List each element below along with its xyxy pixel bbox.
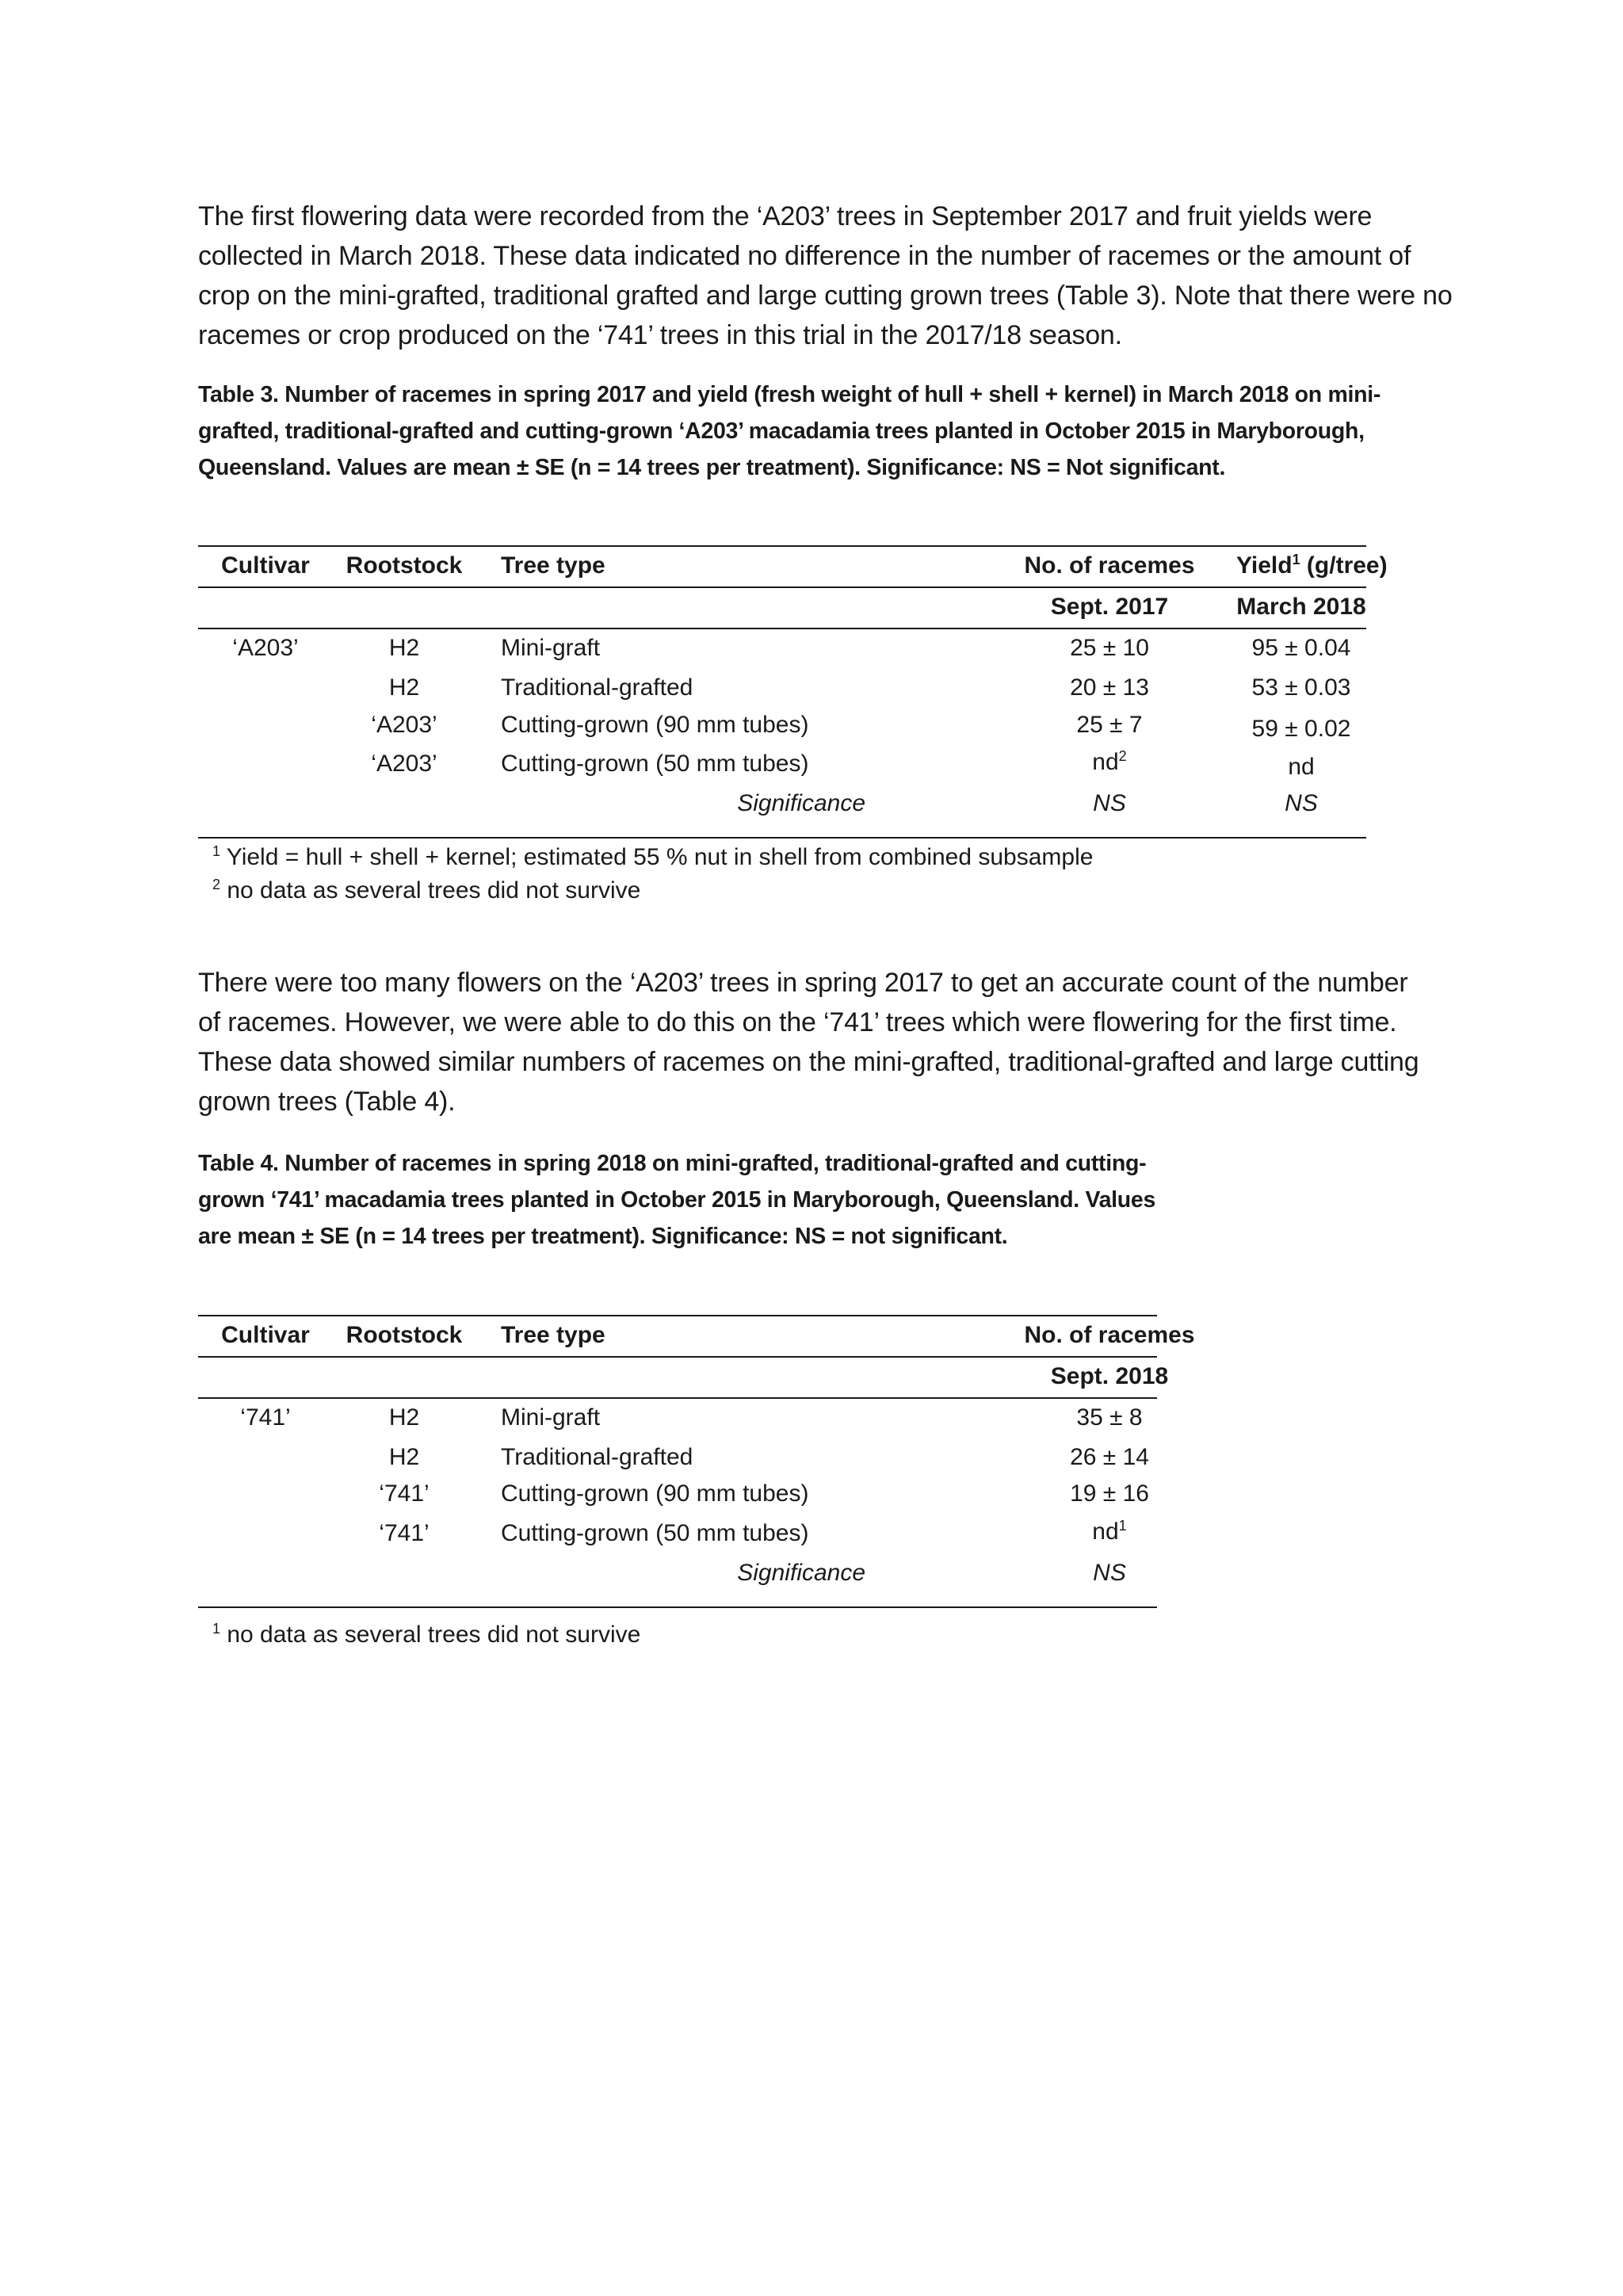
table-4-caption: Table 4. Number of racemes in spring 2018 on mini-grafted, traditional-grafted and cutting-grown ‘741’ macadamia trees planted in October 2015 in Maryborough, Queensland. Values are mean ± SE (n = 14 trees per treatment). Significance: NS = not significant.	[198, 1151, 1156, 1249]
table-3-top-rule	[198, 545, 1366, 547]
table-4-header-rule	[198, 1356, 1157, 1358]
table-cell-yield: 95 ± 0.04	[1251, 635, 1351, 661]
table-cell-yield: 53 ± 0.03	[1251, 674, 1351, 701]
table-4-header-rootstock: Rootstock	[346, 1322, 463, 1348]
table-cell-tree-type: Traditional-grafted	[501, 674, 693, 701]
table-cell-significance-racemes: NS	[1093, 1560, 1126, 1586]
table-cell-tree-type: Mini-graft	[501, 635, 601, 661]
table-cell-racemes: 25 ± 7	[1076, 712, 1143, 738]
table-cell-rootstock: ‘A203’	[371, 712, 437, 738]
table-3-header-tree-type: Tree type	[501, 552, 605, 579]
table-cell-tree-type: Cutting-grown (50 mm tubes)	[501, 1520, 809, 1546]
table-cell-rootstock: ‘A203’	[371, 751, 437, 777]
table-cell-yield: nd	[1288, 754, 1315, 780]
table-cell-significance-yield: NS	[1285, 790, 1318, 816]
table-4-subheader-racemes: Sept. 2018	[1050, 1363, 1169, 1389]
table-cell-racemes: 19 ± 16	[1070, 1480, 1149, 1507]
table-3-bottom-rule	[198, 837, 1366, 839]
table-3-caption: Table 3. Number of racemes in spring 2017 and yield (fresh weight of hull + shell + kernel) in March 2018 on mini-grafted, traditional-grafted and cutting-grown ‘A203’ macadamia trees planted in October 2015 in Maryborough, Queensland. Values are mean ± SE (n = 14 trees per treatment). Significance: NS = Not significant.	[198, 382, 1381, 480]
table-4-header-tree-type: Tree type	[501, 1322, 605, 1348]
table-cell-rootstock: H2	[388, 635, 420, 661]
table-4-bottom-rule	[198, 1606, 1157, 1608]
table-3-header-rootstock: Rootstock	[346, 552, 463, 579]
table-4-header-racemes: No. of racemes	[1024, 1322, 1195, 1348]
table-3-footnote: $^1$ Yield = hull + shell + kernel; estimated 55 % nut in shell from combined subsample	[212, 843, 1094, 870]
table-3-footnote: $^2$ no data as several trees did not survive	[212, 877, 641, 904]
table-3-header-cultivar: Cultivar	[221, 552, 310, 579]
table-cell-significance-label: Significance	[737, 1560, 865, 1586]
table-cell-tree-type: Cutting-grown (90 mm tubes)	[501, 1480, 809, 1507]
table-4-top-rule	[198, 1315, 1157, 1316]
table-cell-significance-racemes: NS	[1093, 790, 1126, 816]
table-cell-rootstock: H2	[388, 1444, 420, 1470]
table-cell-rootstock: H2	[388, 674, 420, 701]
table-cell-rootstock: ‘741’	[379, 1480, 430, 1507]
table-3-subheader-yield: March 2018	[1236, 594, 1366, 620]
table-4-header-cultivar: Cultivar	[221, 1322, 310, 1348]
table-cell-tree-type: Mini-graft	[501, 1404, 601, 1431]
table-cell-rootstock: ‘741’	[379, 1520, 430, 1546]
table-3-header-racemes: No. of racemes	[1024, 552, 1195, 579]
table-3-subheader-racemes: Sept. 2017	[1050, 594, 1169, 620]
table-4-subheader-rule	[198, 1397, 1157, 1399]
table-cell-rootstock: H2	[388, 1404, 420, 1431]
table-3-header-rule	[198, 586, 1366, 588]
table-cell-racemes: 20 ± 13	[1070, 674, 1149, 701]
table-cell-tree-type: Cutting-grown (50 mm tubes)	[501, 751, 809, 777]
paragraph-results: There were too many flowers on the ‘A203’ trees in spring 2017 to get an accurate count of the number of racemes. However, we were able to do this on the ‘741’ trees which were flowering for the first time. These data showed similar numbers of racemes on the mini-grafted, traditional-grafted and large cutting grown trees (Table 4).	[198, 968, 1419, 1117]
table-cell-tree-type: Cutting-grown (90 mm tubes)	[501, 712, 809, 738]
table-3-subheader-rule	[198, 628, 1366, 629]
paragraph-intro: The first flowering data were recorded from the ‘A203’ trees in September 2017 and fruit yields were collected in March 2018. These data indicated no difference in the number of racemes or the amount of crop on the mini-grafted, traditional grafted and large cutting grown trees (Table 3). Note that there were no racemes or crop produced on the ‘741’ trees in this trial in the 2017/18 season.	[198, 201, 1453, 350]
table-cell-racemes: 35 ± 8	[1076, 1404, 1143, 1431]
table-cell-cultivar: ‘741’	[240, 1404, 291, 1431]
table-cell-significance-label: Significance	[737, 790, 865, 816]
table-cell-racemes: 26 ± 14	[1070, 1444, 1149, 1470]
table-cell-racemes: $nd^1$	[1092, 1518, 1127, 1545]
table-cell-yield: 59 ± 0.02	[1251, 716, 1351, 742]
table-3-header-yield: Yield$^1$ (g/tree)	[1236, 552, 1388, 579]
table-cell-tree-type: Traditional-grafted	[501, 1444, 693, 1470]
table-cell-racemes: $nd^2$	[1092, 748, 1127, 775]
table-4-footnote: $^1$ no data as several trees did not survive	[212, 1621, 641, 1648]
table-cell-racemes: 25 ± 10	[1070, 635, 1149, 661]
table-cell-cultivar: ‘A203’	[232, 635, 299, 661]
